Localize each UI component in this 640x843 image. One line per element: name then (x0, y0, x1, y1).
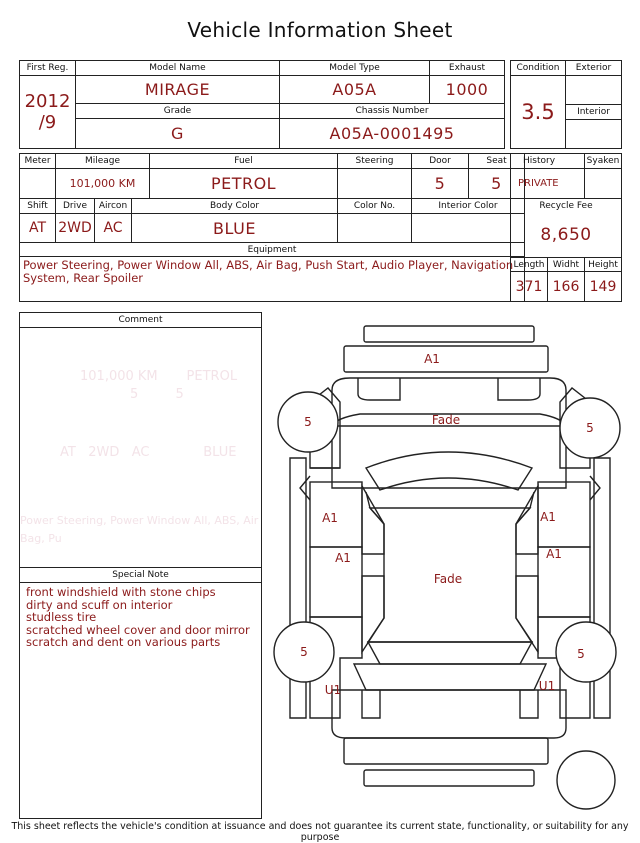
drive-aircon-values (56, 214, 132, 243)
windshield (366, 452, 532, 490)
height-label: Height (585, 258, 622, 272)
exterior-value (566, 76, 622, 105)
drive-label: Drive (56, 199, 95, 213)
equipment-label: Equipment (20, 243, 525, 257)
right-front-fender-mark: A1 (540, 510, 556, 524)
car-damage-diagram (270, 318, 630, 818)
fuel-label: Fuel (150, 154, 338, 169)
chassis-number-label: Chassis Number (280, 104, 505, 119)
comment-panel (19, 312, 262, 568)
left-rear-quarter-mark: U1 (324, 683, 342, 697)
model-type-label: Model Type (280, 61, 430, 76)
model-type-value: A05A (280, 76, 430, 104)
exhaust-label: Exhaust (430, 61, 505, 76)
drive-aircon-labels (56, 199, 132, 214)
color-no-value (338, 214, 412, 243)
fuel-value: PETROL (150, 169, 338, 199)
left-front-door-mark: A1 (335, 551, 351, 565)
body-color-label: Body Color (132, 199, 338, 214)
comment-label: Comment (20, 313, 261, 328)
special-note-label: Special Note (20, 568, 261, 583)
tire-front-left-mark: 5 (304, 415, 312, 429)
equipment-value: Power Steering, Power Window All, ABS, Air Bag, Push Start, Audio Player, Navigation System, Rear Spoiler (20, 257, 525, 302)
special-note-panel (19, 567, 262, 819)
door-label: Door (412, 154, 469, 169)
interior-value (566, 120, 622, 149)
model-name-value: MIRAGE (76, 76, 280, 104)
rear-bumper-bottom (364, 770, 534, 786)
rear-window (368, 642, 532, 664)
shift-label: Shift (20, 199, 56, 214)
body-color-value: BLUE (132, 214, 338, 243)
recycle-fee-label: Recycle Fee (511, 199, 622, 214)
exhaust-value: 1000 (430, 76, 505, 104)
seat-label: Seat (469, 154, 525, 169)
condition-value: 3.5 (511, 76, 566, 149)
interior-color-label: Interior Color (412, 199, 525, 214)
left-front-fender-mark: A1 (322, 511, 338, 525)
length-label: Length (511, 258, 548, 272)
front-bumper-top (364, 326, 534, 342)
tire-front-right-mark: 5 (586, 421, 594, 435)
right-rear-quarter-mark: U1 (538, 679, 556, 693)
condition-label: Condition (511, 61, 566, 76)
ghost-watermark: 101,000 KM PETROL 5 5 AT 2WD AC BLUE Power Steering, Power Window All, ABS, Air Bag, Pu (20, 369, 259, 545)
aircon-value: AC (103, 220, 123, 236)
roof-mark: Fade (433, 572, 463, 586)
aircon-label: Aircon (98, 201, 128, 211)
width-label: Widht (548, 258, 585, 272)
history-value: PRIVATE (511, 169, 585, 199)
history-dimensions-table (510, 153, 622, 302)
special-note-line: scratch and dent on various parts (26, 635, 221, 649)
special-note-line: front windshield with stone chips (26, 585, 216, 599)
shift-value: AT (20, 214, 56, 243)
car-rear-body (332, 690, 566, 738)
first-reg-month: /9 (38, 112, 57, 133)
history-label: History (511, 154, 585, 169)
disclaimer-footer: This sheet reflects the vehicle's condition at issuance and does not guarantee its current state, functionality, or suitability for any purpose (11, 821, 629, 843)
mileage-value: 101,000 KM (56, 169, 150, 199)
drive-value: 2WD (56, 214, 95, 242)
syaken-label: Syaken (585, 154, 622, 169)
model-name-label: Model Name (76, 61, 280, 76)
length-value: 371 (511, 272, 548, 302)
tire-rear-right (556, 622, 616, 682)
height-value: 149 (585, 272, 622, 302)
chassis-number-value: A05A-0001495 (280, 119, 505, 149)
grade-label: Grade (76, 104, 280, 119)
tire-rear-left-mark: 5 (300, 645, 308, 659)
condition-table (510, 60, 622, 149)
color-no-label: Color No. (338, 199, 412, 214)
exterior-label: Exterior (566, 61, 622, 76)
hood-mark: Fade (431, 413, 461, 427)
rear-bumper (344, 738, 548, 764)
meter-value (20, 169, 56, 199)
seat-value: 5 (469, 169, 525, 199)
first-reg-label: First Reg. (20, 61, 76, 76)
steering-value (338, 169, 412, 199)
interior-color-value (412, 214, 525, 243)
special-note-body (20, 583, 261, 649)
width-value: 166 (548, 272, 585, 302)
special-note-line: dirty and scuff on interior (26, 597, 173, 612)
front-bumper (344, 346, 548, 372)
door-value: 5 (412, 169, 469, 199)
right-front-door-mark: A1 (546, 547, 562, 561)
mileage-label: Mileage (56, 154, 150, 169)
comment-body (20, 328, 261, 568)
vehicle-spec-table (19, 153, 525, 302)
meter-label: Meter (20, 154, 56, 169)
syaken-value (585, 169, 622, 199)
first-reg-value (20, 76, 76, 149)
special-note-line: scratched wheel cover and door mirror (26, 622, 250, 637)
interior-label: Interior (566, 105, 622, 120)
vehicle-identity-table (19, 60, 505, 149)
sheet-title: Vehicle Information Sheet (187, 18, 453, 42)
front-bumper-mark: A1 (424, 352, 440, 366)
spare-tire (557, 751, 615, 809)
recycle-fee-value: 8,650 (511, 214, 622, 258)
special-note-line: studless tire (26, 610, 97, 624)
tire-rear-right-mark: 5 (577, 647, 585, 661)
trunk (354, 664, 546, 690)
grade-value: G (76, 119, 280, 149)
steering-label: Steering (338, 154, 412, 169)
first-reg-year: 2012 (24, 91, 71, 112)
